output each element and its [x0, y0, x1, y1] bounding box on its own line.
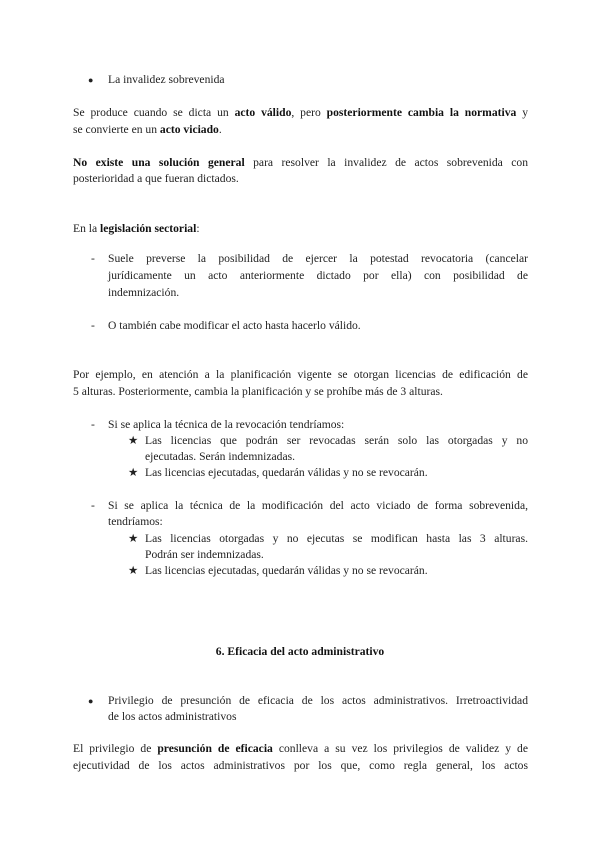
list-item-line: Si se aplica la técnica de la revocación tendríamos: [108, 418, 345, 431]
section-title: 6. Eficacia del acto administrativo [215, 645, 385, 658]
bullet-icon: ● [88, 696, 94, 706]
bullet-icon: ● [88, 75, 94, 85]
dash-icon: - [91, 418, 95, 431]
paragraph-line: El privilegio de presunción de eficacia conlleva a su vez los privilegios de validez y de [73, 742, 528, 755]
paragraph-line: posterioridad a que fueran dictados. [73, 172, 239, 185]
paragraph-line: No existe una solución general para resolver la invalidez de actos sobrevenida con [73, 156, 528, 169]
list-item-line: jurídicamente un acto anteriormente dictado por ella) con posibilidad de [108, 269, 528, 282]
paragraph-line: Se produce cuando se dicta un acto válido, pero posteriormente cambia la normativa y [73, 106, 529, 119]
dash-icon: - [91, 319, 95, 332]
paragraph-line: Por ejemplo, en atención a la planificación vigente se otorgan licencias de edificación de [73, 368, 528, 381]
star-icon: ★ [128, 564, 139, 577]
list-item-line: O también cabe modificar el acto hasta hacerlo válido. [108, 319, 361, 332]
star-icon: ★ [128, 532, 139, 545]
sublist-item-line: Las licencias ejecutadas, quedarán válidas y no se revocarán. [145, 564, 428, 577]
paragraph-line: En la legislación sectorial: [73, 222, 200, 235]
star-icon: ★ [128, 434, 139, 447]
bullet-item-line: de los actos administrativos [108, 710, 237, 723]
sublist-item-line: Las licencias ejecutadas, quedarán válidas y no se revocarán. [145, 466, 428, 479]
bullet-item: La invalidez sobrevenida [108, 73, 225, 86]
list-item-line: indemnización. [108, 286, 180, 299]
list-item-line: Si se aplica la técnica de la modificación del acto viciado de forma sobrevenida, [108, 499, 528, 512]
paragraph-line: ejecutividad de los actos administrativos por los que, como regla general, los actos [73, 759, 528, 772]
paragraph-line: 5 alturas. Posteriormente, cambia la planificación y se prohíbe más de 3 alturas. [73, 385, 443, 398]
list-item-line: tendríamos: [108, 515, 163, 528]
dash-icon: - [91, 252, 95, 265]
sublist-item-line: Las licencias otorgadas y no ejecutas se modifican hasta las 3 alturas. [145, 532, 528, 545]
star-icon: ★ [128, 466, 139, 479]
paragraph-line: se convierte en un acto viciado. [73, 123, 222, 136]
dash-icon: - [91, 499, 95, 512]
sublist-item-line: ejecutadas. Serán indemnizadas. [145, 450, 296, 463]
sublist-item-line: Las licencias que podrán ser revocadas serán solo las otorgadas y no [145, 434, 528, 447]
list-item-line: Suele preverse la posibilidad de ejercer la potestad revocatoria (cancelar [108, 252, 528, 265]
sublist-item-line: Podrán ser indemnizadas. [145, 548, 264, 561]
bullet-item-line: Privilegio de presunción de eficacia de los actos administrativos. Irretroactividad [108, 694, 528, 707]
